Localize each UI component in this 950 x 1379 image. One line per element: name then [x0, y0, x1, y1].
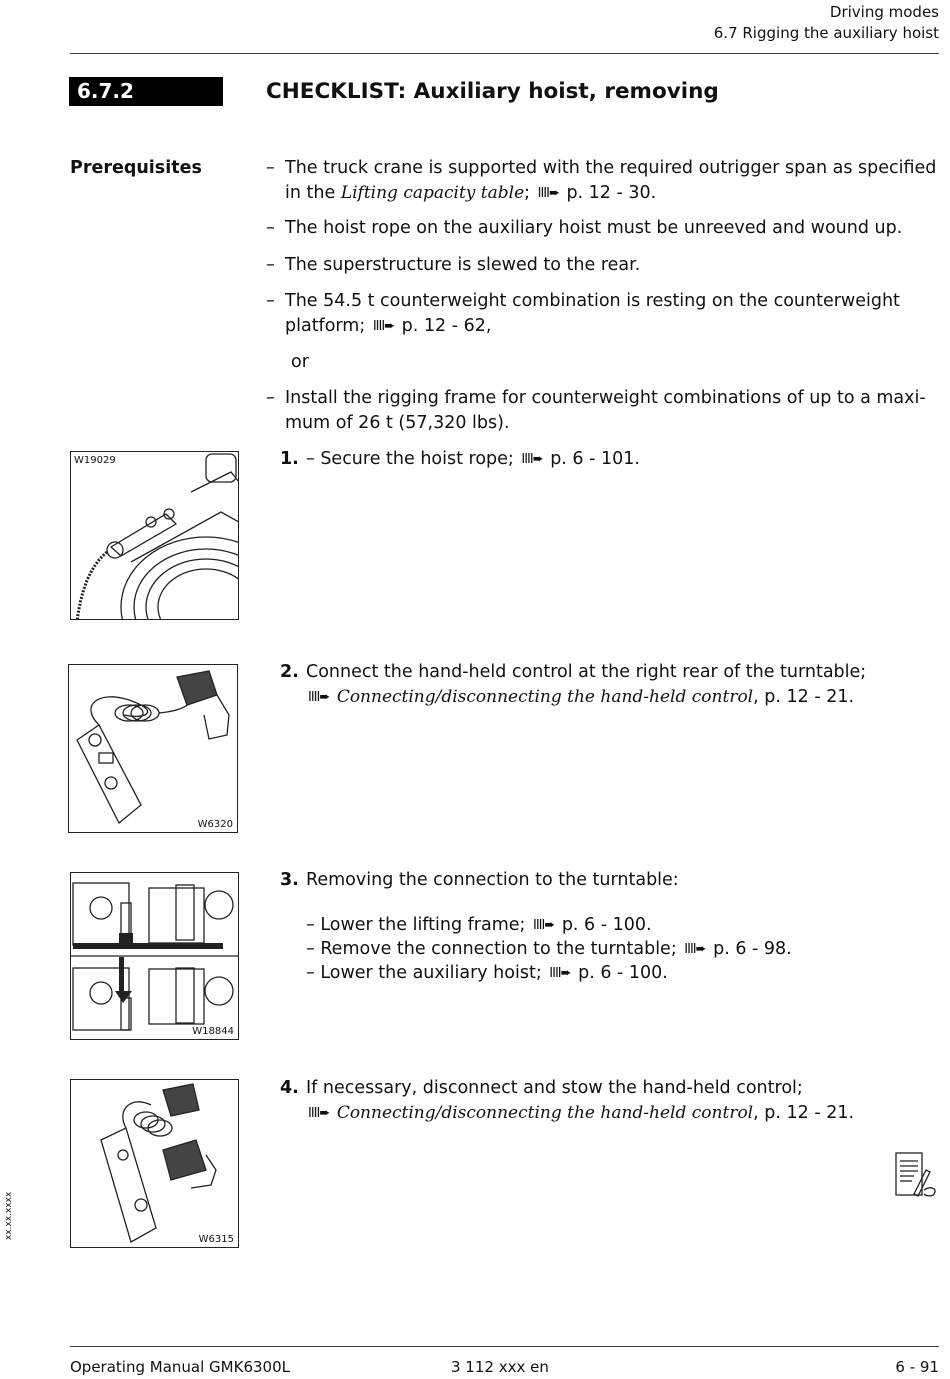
header-section: 6.7 Rigging the auxiliary hoist	[713, 24, 939, 42]
step-4: 4. If necessary, disconnect and stow the hand-held control; IIII➨ Connecting/disconnecting the hand-held control, p. 12 - 21.	[280, 1076, 942, 1127]
step-3-subitem: – Remove the connection to the turntable; IIII➨ p. 6 - 98.	[306, 937, 792, 964]
figure-label: W6320	[197, 819, 233, 830]
step-3-subitem: – Lower the auxiliary hoist; IIII➨ p. 6 - 100.	[306, 961, 668, 988]
step-3: 3. Removing the connection to the turntable:	[280, 870, 679, 890]
reference-arrow-icon: IIII➨	[521, 452, 543, 467]
footer-page-number: 6 - 91	[895, 1358, 939, 1376]
footer-rule	[70, 1346, 939, 1347]
figure-hand-held-control	[68, 664, 238, 833]
reference-arrow-icon: IIII➨	[372, 318, 395, 334]
step-2: 2. Connect the hand-held control at the right rear of the turntable; IIII➨ Connecting/disconnecting the hand-held control, p. 12 - 21.	[280, 660, 942, 711]
reference-arrow-icon: IIII➨	[684, 942, 706, 957]
notes-icon	[892, 1150, 940, 1200]
section-number: 6.7.2	[69, 77, 223, 106]
prerequisite-item: – The hoist rope on the auxiliary hoist must be unreeved and wound up.	[266, 218, 903, 238]
hand-held-control-illustration	[69, 665, 238, 833]
section-title: CHECKLIST: Auxiliary hoist, removing	[266, 79, 719, 104]
footer-manual: Operating Manual GMK6300L	[70, 1358, 290, 1376]
prerequisite-or: or	[291, 352, 309, 372]
reference-arrow-icon: IIII➨	[308, 1105, 330, 1121]
figure-stow-control	[70, 1079, 239, 1248]
hoist-drum-illustration	[71, 452, 239, 620]
prerequisites-label: Prerequisites	[70, 158, 202, 178]
turntable-connection-illustration	[71, 873, 239, 1040]
reference-arrow-icon: IIII➨	[549, 966, 571, 981]
footer-doc-number: 3 112 xxx en	[451, 1358, 549, 1376]
prerequisite-item: – The truck crane is supported with the required outrigger span as specified in the Lifting capacity table; IIII➨ p. 12 - 30.	[266, 156, 942, 207]
step-1: 1. – Secure the hoist rope; IIII➨ p. 6 - 101.	[280, 447, 942, 474]
figure-label: W19029	[74, 455, 116, 466]
header-chapter: Driving modes	[829, 3, 939, 21]
reference-arrow-icon: IIII➨	[537, 185, 559, 201]
prerequisite-item: – The 54.5 t counterweight combination is resting on the counterweight platform; IIII➨ p. 12 - 62,	[266, 289, 942, 340]
prerequisite-item: – Install the rigging frame for counterweight combinations of up to a maxi-mum of 26 t (57,320 lbs).	[266, 388, 926, 433]
stow-control-illustration	[71, 1080, 239, 1248]
step-3-subitem: – Lower the lifting frame; IIII➨ p. 6 - 100.	[306, 913, 652, 940]
figure-label: W18844	[192, 1026, 234, 1037]
reference-arrow-icon: IIII➨	[533, 918, 555, 933]
document-id: xx.xx.xxxx	[4, 1191, 14, 1240]
prerequisite-item: – The superstructure is slewed to the rear.	[266, 255, 641, 275]
reference-arrow-icon: IIII➨	[308, 689, 330, 705]
header-rule	[70, 53, 939, 54]
figure-label: W6315	[198, 1234, 234, 1245]
figure-turntable-connection	[70, 872, 239, 1040]
figure-hoist-rope	[70, 451, 239, 620]
